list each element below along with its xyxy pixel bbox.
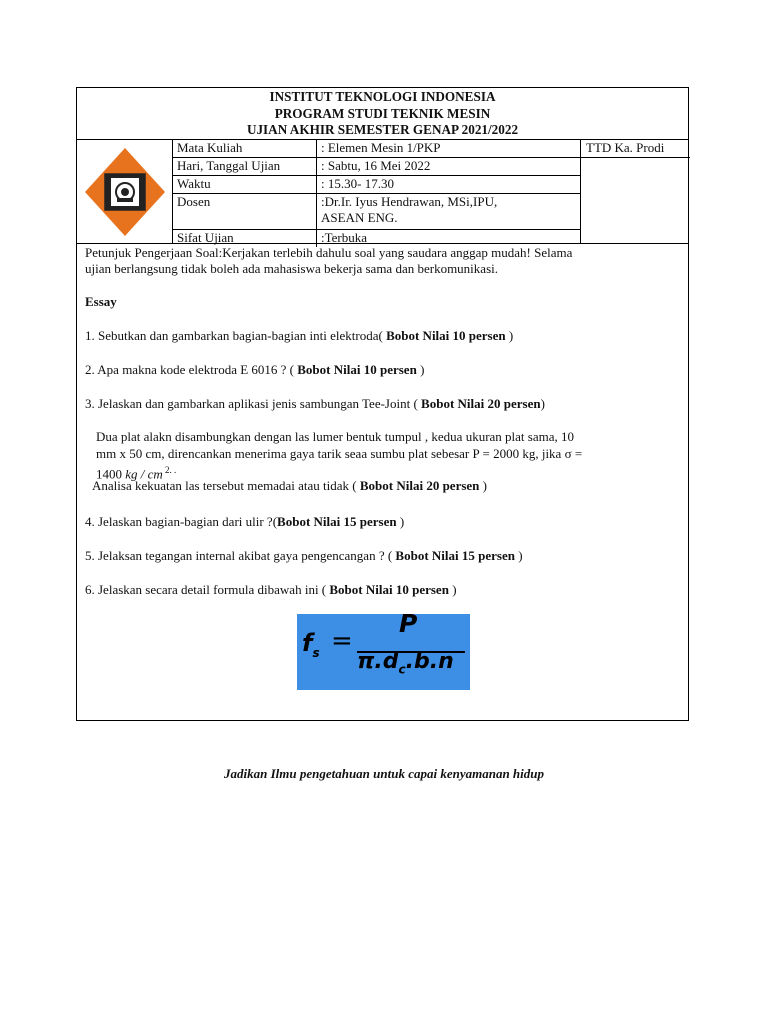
info-label: Sifat Ujian (173, 230, 317, 247)
question-3-detail-line-4: Analisa kekuatan las tersebut memadai atau tidak ( Bobot Nilai 20 persen ) (92, 478, 487, 493)
exam-sheet (76, 87, 689, 721)
info-table (173, 140, 580, 247)
question-6: 6. Jelaskan secara detail formula dibawah ini ( Bobot Nilai 10 persen ) (85, 582, 457, 597)
question-3-detail-line-2: mm x 50 cm, direncankan menerima gaya tarik seaa sumbu plat sebesar P = 2000 kg, jika σ = (96, 446, 583, 461)
logo-cell (77, 140, 173, 243)
institution-name: INSTITUT TEKNOLOGI INDONESIA (269, 89, 496, 104)
exam-title: UJIAN AKHIR SEMESTER GENAP 2021/2022 (246, 122, 519, 137)
formula-numerator: P (399, 609, 418, 638)
info-value: :Terbuka (321, 230, 368, 245)
info-row-date (173, 158, 580, 176)
info-value: : Sabtu, 16 Mei 2022 (321, 158, 431, 173)
signature-cell (580, 140, 690, 243)
exam-info-block (77, 140, 688, 244)
exam-body (77, 244, 688, 720)
info-row-course (173, 140, 580, 158)
info-value: : Elemen Mesin 1/PKP (321, 140, 441, 155)
formula-equals: = (331, 626, 353, 656)
formula-denominator: $\pi.d_c.b.n$ (357, 649, 454, 677)
formula-box (297, 609, 470, 690)
info-label: Waktu (173, 176, 317, 193)
question-1: 1. Sebutkan dan gambarkan bagian-bagian inti elektroda( Bobot Nilai 10 persen ) (85, 328, 514, 343)
question-5: 5. Jelaksan tegangan internal akibat gaya pengencangan ? ( Bobot Nilai 15 persen ) (85, 548, 523, 563)
question-3-detail-line-3: 1400 kg / cm $^{2. .}$ (96, 465, 177, 482)
exam-header (77, 88, 688, 140)
instructions-line-1: Petunjuk Pengerjaan Soal:Kerjakan terlebih dahulu soal yang saudara anggap mudah! Selama (85, 245, 573, 260)
info-row-lecturer (173, 194, 580, 230)
question-3: 3. Jelaskan dan gambarkan aplikasi jenis sambungan Tee-Joint ( Bobot Nilai 20 persen) (85, 396, 545, 411)
footer-motto: Jadikan Ilmu pengetahuan untuk capai kenyamanan hidup (223, 766, 545, 781)
instructions-line-2: ujian berlangsung tidak boleh ada mahasiswa bekerja sama dan berkomunikasi. (85, 261, 498, 276)
program-name: PROGRAM STUDI TEKNIK MESIN (274, 105, 491, 121)
question-4: 4. Jelaskan bagian-bagian dari ulir ?(Bobot Nilai 15 persen ) (85, 514, 405, 529)
section-title: Essay (85, 294, 117, 309)
institute-logo-icon (83, 146, 167, 238)
signature-label: TTD Ka. Prodi (581, 140, 690, 158)
info-value: :Dr.Ir. Iyus Hendrawan, MSi,IPU, (321, 194, 498, 209)
info-label: Mata Kuliah (173, 140, 317, 157)
formula-lhs: $f_s$ (302, 629, 320, 660)
info-value: : 15.30- 17.30 (321, 176, 394, 191)
question-3-detail-line-1: Dua plat alakn disambungkan dengan las lumer bentuk tumpul , kedua ukuran plat sama, 10 (96, 429, 574, 444)
question-2: 2. Apa makna kode elektroda E 6016 ? ( Bobot Nilai 10 persen ) (85, 362, 425, 377)
info-label: Hari, Tanggal Ujian (173, 158, 317, 175)
info-value-line2: ASEAN ENG. (321, 210, 398, 225)
info-label: Dosen (173, 194, 317, 229)
info-row-time (173, 176, 580, 194)
